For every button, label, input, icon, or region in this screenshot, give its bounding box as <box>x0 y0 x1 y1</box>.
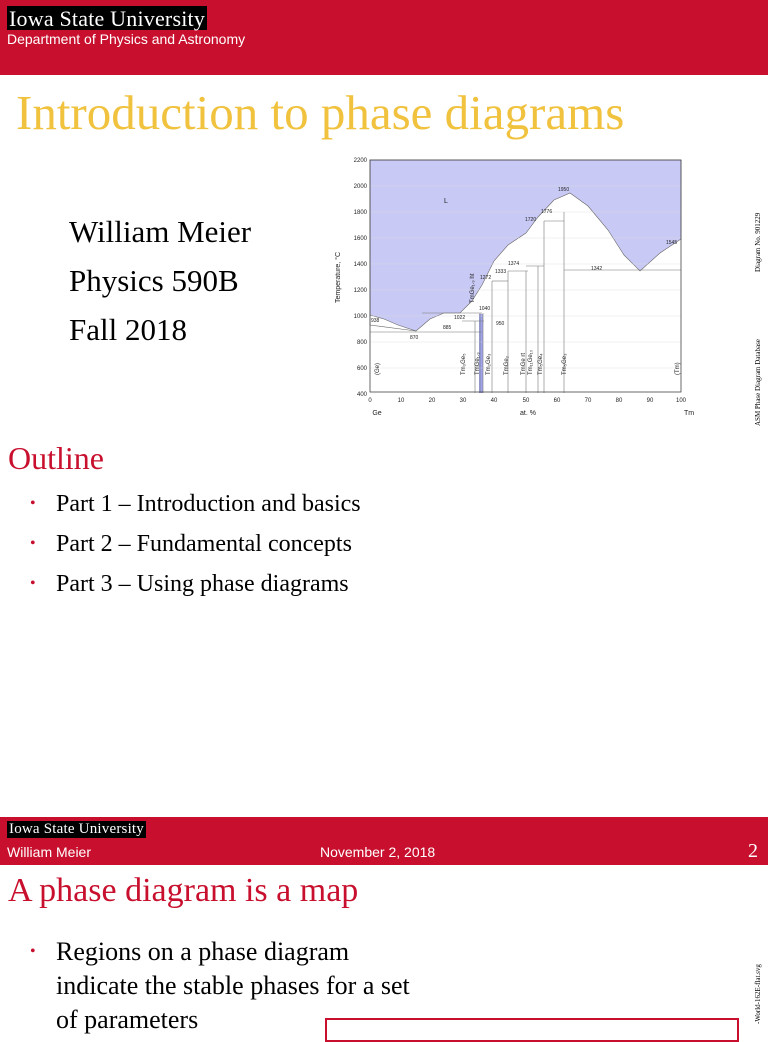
x-tick-label: 0 <box>368 398 372 404</box>
diagram-number-note: Diagram No. 901229 <box>754 212 762 272</box>
y-tick-label: 2200 <box>353 158 367 164</box>
bullet-icon: • <box>30 575 36 592</box>
page-number: 2 <box>748 840 758 862</box>
temperature-label: 938 <box>371 318 380 324</box>
bullet-icon: • <box>30 535 36 552</box>
figure-source-note: -World-162E-flat.svg <box>754 964 762 1024</box>
university-wordmark-logo: Iowa State University <box>9 6 206 31</box>
x-tick-label: 40 <box>490 398 498 404</box>
x-tick-label: 20 <box>428 398 436 404</box>
outline-list <box>30 486 361 606</box>
y-tick-label: 1400 <box>353 262 367 268</box>
temperature-label: 1374 <box>508 261 520 267</box>
temperature-label: 1333 <box>495 269 507 275</box>
y-axis-label: Temperature, °C <box>335 251 342 303</box>
liquid-region-label: L <box>444 198 448 205</box>
y-tick-label: 1800 <box>353 210 367 216</box>
y-tick-label: 1200 <box>353 288 367 294</box>
x-tick-label: 90 <box>646 398 654 404</box>
x-tick-label: 100 <box>675 398 687 404</box>
y-tick-label: 1600 <box>353 236 367 242</box>
temperature-label: 1272 <box>480 275 492 281</box>
y-tick-label: 800 <box>356 340 367 346</box>
outline-heading: Outline <box>8 440 104 476</box>
temperature-label: 1776 <box>541 209 553 215</box>
temperature-label: 1342 <box>591 266 603 272</box>
phase-label: Tm₅Ge₃ <box>562 353 568 375</box>
x-tick-label: 30 <box>459 398 467 404</box>
university-wordmark-logo: Iowa State University <box>9 821 145 837</box>
phase-label: Tm₃Ge₅ <box>461 353 467 375</box>
phase-diagram-figure <box>332 153 702 425</box>
temperature-label: 1022 <box>454 315 466 321</box>
x-tick-label: 80 <box>615 398 623 404</box>
footer-date: November 2, 2018 <box>320 844 436 860</box>
department-name: Department of Physics and Astronomy <box>7 31 246 47</box>
phase-label: TmGe₁.₉ <box>475 352 481 375</box>
list-item: • Part 2 – Fundamental concepts <box>30 526 361 566</box>
y-tick-label: 1000 <box>353 314 367 320</box>
phase-label: (Ge) <box>375 363 381 375</box>
phase-label: Tm₂Ge₃ <box>486 353 492 375</box>
slide-title: Introduction to phase diagrams <box>16 85 625 140</box>
y-tick-label: 600 <box>356 366 367 372</box>
list-item: • Part 3 – Using phase diagrams <box>30 566 361 606</box>
term: Fall 2018 <box>69 312 187 347</box>
temperature-label: 950 <box>496 321 505 327</box>
temperature-label: 1950 <box>558 187 570 193</box>
slide-title: A phase diagram is a map <box>8 872 359 909</box>
phase-label: Tm₅Ge₄ <box>538 353 544 375</box>
x-axis-label: at. % <box>520 410 536 417</box>
x-tick-label: 70 <box>584 398 592 404</box>
list-item: • Part 1 – Introduction and basics <box>30 486 361 526</box>
phase-label: TmGe₂ <box>504 356 510 375</box>
phase-label: Tm₁₁Ge₁₀ <box>528 349 534 375</box>
figure-frame <box>325 1018 739 1042</box>
y-tick-label: 2000 <box>353 184 367 190</box>
x-tick-label: 50 <box>522 398 530 404</box>
temperature-label: 870 <box>410 335 419 341</box>
x-tick-label: 60 <box>553 398 561 404</box>
phase-label: (Tm) <box>675 362 681 375</box>
x-tick-label: 10 <box>397 398 405 404</box>
course-name: Physics 590B <box>69 263 239 298</box>
author-name: William Meier <box>69 214 252 249</box>
temperature-label: 885 <box>443 325 452 331</box>
element-label-left: Ge <box>372 410 382 417</box>
phase-label: TmGe₁.₉ ht <box>470 273 476 303</box>
bullet-icon: • <box>30 943 36 960</box>
author-block <box>69 207 251 354</box>
temperature-label: 1545 <box>666 240 678 246</box>
temperature-label: 1720 <box>525 217 537 223</box>
footer-author: William Meier <box>7 844 91 860</box>
element-label-right: Tm <box>683 410 695 417</box>
y-tick-label: 400 <box>356 392 367 398</box>
diagram-source-note: ASM Phase Diagram Database <box>754 339 762 426</box>
phase-label: TmGe rt <box>521 353 527 375</box>
bullet-icon: • <box>30 495 36 512</box>
temperature-label: 1040 <box>479 306 491 312</box>
